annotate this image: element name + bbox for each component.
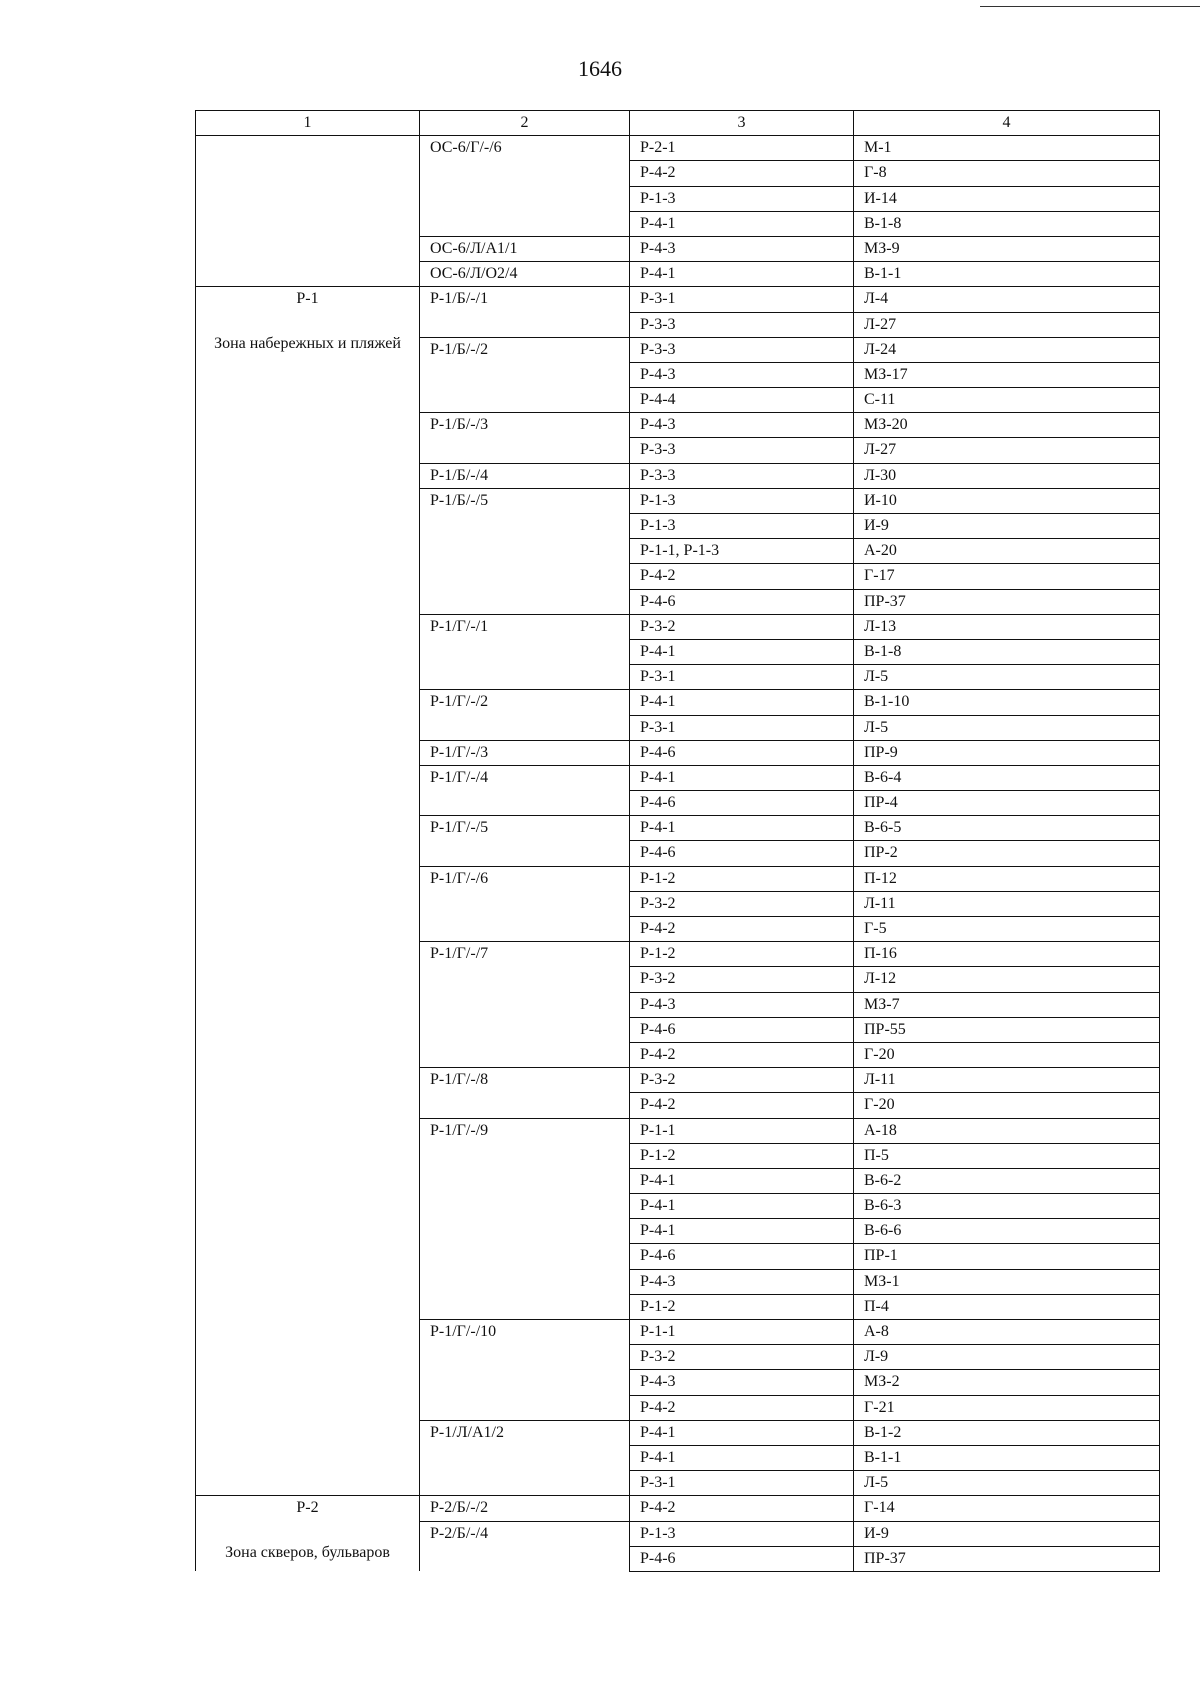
subzone-code-cell: Р-1/Б/-/5 [420,488,630,614]
reference-code-cell: Р-1-3 [630,488,854,513]
subzone-code-cell: Р-1/Г/-/9 [420,1118,630,1320]
reference-code-cell: Р-4-4 [630,388,854,413]
reference-code-cell: Р-4-1 [630,1219,854,1244]
reference-code-cell: Р-3-1 [630,665,854,690]
object-code-cell: Л-24 [854,337,1160,362]
object-code-cell: В-1-8 [854,211,1160,236]
object-code-cell: ПР-37 [854,1546,1160,1571]
reference-code-cell: Р-3-1 [630,1471,854,1496]
object-code-cell: МЗ-9 [854,236,1160,261]
object-code-cell: В-1-2 [854,1420,1160,1445]
reference-code-cell: Р-4-2 [630,1042,854,1067]
object-code-cell: МЗ-7 [854,992,1160,1017]
object-code-cell: В-1-1 [854,262,1160,287]
reference-code-cell: Р-4-1 [630,765,854,790]
reference-code-cell: Р-4-6 [630,791,854,816]
object-code-cell: В-6-4 [854,765,1160,790]
zone-name: Зона скверов, бульваров [225,1544,390,1562]
reference-code-cell: Р-4-3 [630,1269,854,1294]
reference-code-cell: Р-1-3 [630,186,854,211]
reference-code-cell: Р-4-6 [630,1017,854,1042]
reference-code-cell: Р-1-2 [630,866,854,891]
subzone-code-cell: Р-1/Г/-/7 [420,942,630,1068]
zone-cell [196,136,420,287]
table-body [196,136,1160,1572]
subzone-code-cell: Р-2/Б/-/4 [420,1521,630,1571]
object-code-cell: МЗ-2 [854,1370,1160,1395]
reference-code-cell: Р-1-2 [630,1294,854,1319]
object-code-cell: Г-20 [854,1093,1160,1118]
subzone-code-cell: Р-1/Г/-/6 [420,866,630,942]
reference-code-cell: Р-3-3 [630,438,854,463]
subzone-code-cell: Р-1/Г/-/3 [420,740,630,765]
reference-code-cell: Р-4-6 [630,841,854,866]
reference-code-cell: Р-4-1 [630,639,854,664]
object-code-cell: Г-14 [854,1496,1160,1521]
header-col-3: 3 [630,111,854,136]
subzone-code-cell: Р-1/Л/А1/2 [420,1420,630,1496]
reference-code-cell: Р-4-3 [630,1370,854,1395]
object-code-cell: Л-13 [854,614,1160,639]
reference-code-cell: Р-4-6 [630,1546,854,1571]
object-code-cell: В-6-3 [854,1194,1160,1219]
reference-code-cell: Р-4-3 [630,236,854,261]
subzone-code-cell: Р-1/Г/-/1 [420,614,630,690]
reference-code-cell: Р-3-3 [630,463,854,488]
object-code-cell: МЗ-1 [854,1269,1160,1294]
reference-code-cell: Р-4-1 [630,816,854,841]
subzone-code-cell: Р-1/Б/-/4 [420,463,630,488]
object-code-cell: Л-12 [854,967,1160,992]
object-code-cell: МЗ-20 [854,413,1160,438]
object-code-cell: Г-21 [854,1395,1160,1420]
reference-code-cell: Р-1-3 [630,1521,854,1546]
reference-code-cell: Р-4-2 [630,1093,854,1118]
reference-code-cell: Р-4-2 [630,1395,854,1420]
zone-cell [196,1496,420,1572]
object-code-cell: В-1-10 [854,690,1160,715]
object-code-cell: Г-5 [854,917,1160,942]
subzone-code-cell: Р-1/Г/-/2 [420,690,630,740]
object-code-cell: В-1-8 [854,639,1160,664]
subzone-code-cell: Р-1/Б/-/2 [420,337,630,413]
subzone-code-cell: Р-1/Г/-/4 [420,765,630,815]
reference-code-cell: Р-3-3 [630,337,854,362]
object-code-cell: П-5 [854,1143,1160,1168]
reference-code-cell: Р-4-2 [630,1496,854,1521]
object-code-cell: И-9 [854,514,1160,539]
subzone-code-cell: Р-1/Г/-/10 [420,1320,630,1421]
reference-code-cell: Р-4-1 [630,262,854,287]
reference-code-cell: Р-4-1 [630,1168,854,1193]
object-code-cell: А-8 [854,1320,1160,1345]
object-code-cell: Л-5 [854,1471,1160,1496]
header-col-4: 4 [854,111,1160,136]
object-code-cell: ПР-55 [854,1017,1160,1042]
subzone-code-cell: Р-1/Г/-/8 [420,1068,630,1118]
subzone-code-cell: Р-1/Г/-/5 [420,816,630,866]
reference-code-cell: Р-3-2 [630,1068,854,1093]
reference-code-cell: Р-1-1 [630,1118,854,1143]
reference-code-cell: Р-3-3 [630,312,854,337]
object-code-cell: Л-5 [854,715,1160,740]
object-code-cell: Г-20 [854,1042,1160,1067]
object-code-cell: Л-27 [854,438,1160,463]
zone-code: Р-2 [296,1499,319,1517]
object-code-cell: В-6-6 [854,1219,1160,1244]
object-code-cell: ПР-2 [854,841,1160,866]
table-row [196,1496,1160,1521]
subzone-code-cell: ОС-6/Л/О2/4 [420,262,630,287]
subzone-code-cell: Р-1/Б/-/1 [420,287,630,337]
object-code-cell: А-18 [854,1118,1160,1143]
subzone-code-cell: ОС-6/Г/-/6 [420,136,630,237]
reference-code-cell: Р-4-1 [630,1420,854,1445]
zone-name: Зона набережных и пляжей [214,335,401,353]
object-code-cell: Л-5 [854,665,1160,690]
table-row [196,287,1160,312]
object-code-cell: Л-9 [854,1345,1160,1370]
object-code-cell: Л-11 [854,891,1160,916]
object-code-cell: Г-17 [854,564,1160,589]
object-code-cell: Л-4 [854,287,1160,312]
reference-code-cell: Р-1-2 [630,942,854,967]
object-code-cell: В-1-1 [854,1445,1160,1470]
reference-code-cell: Р-3-1 [630,287,854,312]
reference-code-cell: Р-3-2 [630,1345,854,1370]
object-code-cell: П-4 [854,1294,1160,1319]
reference-code-cell: Р-4-6 [630,1244,854,1269]
object-code-cell: И-14 [854,186,1160,211]
subzone-code-cell: ОС-6/Л/А1/1 [420,236,630,261]
reference-code-cell: Р-4-3 [630,362,854,387]
reference-code-cell: Р-1-1, Р-1-3 [630,539,854,564]
reference-code-cell: Р-4-6 [630,740,854,765]
reference-code-cell: Р-3-2 [630,614,854,639]
reference-code-cell: Р-4-6 [630,589,854,614]
object-code-cell: Г-8 [854,161,1160,186]
page-number: 1646 [578,56,622,81]
object-code-cell: И-10 [854,488,1160,513]
subzone-code-cell: Р-1/Б/-/3 [420,413,630,463]
reference-code-cell: Р-4-3 [630,992,854,1017]
reference-code-cell: Р-4-1 [630,1445,854,1470]
top-edge-line [980,6,1200,7]
reference-code-cell: Р-4-2 [630,564,854,589]
object-code-cell: ПР-9 [854,740,1160,765]
reference-code-cell: Р-3-1 [630,715,854,740]
object-code-cell: Л-11 [854,1068,1160,1093]
object-code-cell: В-6-2 [854,1168,1160,1193]
reference-code-cell: Р-1-2 [630,1143,854,1168]
subzone-code-cell: Р-2/Б/-/2 [420,1496,630,1521]
reference-code-cell: Р-1-3 [630,514,854,539]
zoning-table [195,110,1160,1572]
object-code-cell: ПР-1 [854,1244,1160,1269]
header-col-2: 2 [420,111,630,136]
reference-code-cell: Р-4-2 [630,161,854,186]
reference-code-cell: Р-2-1 [630,136,854,161]
reference-code-cell: Р-4-2 [630,917,854,942]
object-code-cell: ПР-37 [854,589,1160,614]
object-code-cell: П-16 [854,942,1160,967]
reference-code-cell: Р-4-1 [630,211,854,236]
object-code-cell: В-6-5 [854,816,1160,841]
reference-code-cell: Р-4-1 [630,690,854,715]
reference-code-cell: Р-3-2 [630,891,854,916]
object-code-cell: М-1 [854,136,1160,161]
table-row [196,136,1160,161]
reference-code-cell: Р-4-3 [630,413,854,438]
reference-code-cell: Р-3-2 [630,967,854,992]
object-code-cell: Л-30 [854,463,1160,488]
object-code-cell: А-20 [854,539,1160,564]
reference-code-cell: Р-4-1 [630,1194,854,1219]
object-code-cell: МЗ-17 [854,362,1160,387]
reference-code-cell: Р-1-1 [630,1320,854,1345]
object-code-cell: П-12 [854,866,1160,891]
object-code-cell: Л-27 [854,312,1160,337]
header-row [196,111,1160,136]
zone-cell [196,287,420,1496]
object-code-cell: С-11 [854,388,1160,413]
object-code-cell: И-9 [854,1521,1160,1546]
header-col-1: 1 [196,111,420,136]
object-code-cell: ПР-4 [854,791,1160,816]
zone-code: Р-1 [296,290,319,308]
